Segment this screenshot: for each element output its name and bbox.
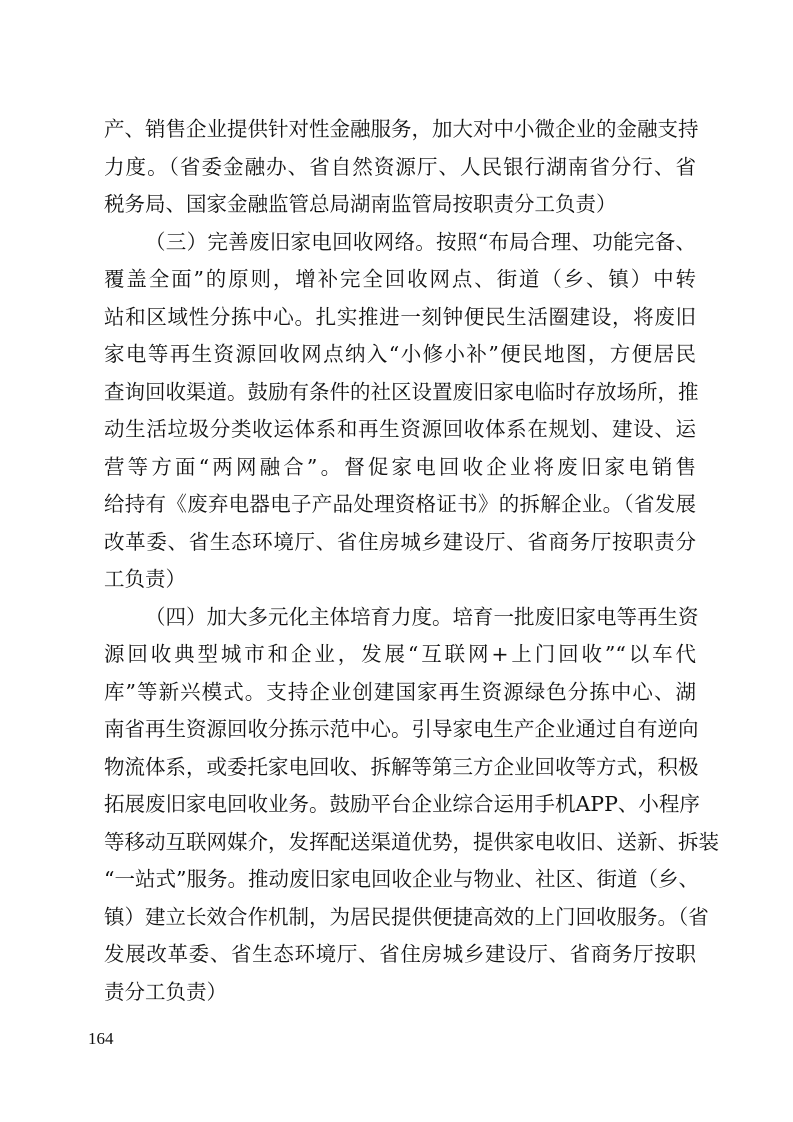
text-line: 镇）建立长效合作机制，为居民提供便捷高效的上门回收服务。（省	[104, 904, 709, 929]
text-line: 站和区域性分拣中心。扎实推进一刻钟便民生活圈建设，将废旧	[104, 304, 696, 329]
text-line: 拓展废旧家电回收业务。鼓励平台企业综合运用手机APP、小程序	[104, 792, 700, 816]
section-heading-line: （三）完善废旧家电回收网络。按照“布局合理、功能完备、	[145, 229, 696, 254]
text-line: 产、销售企业提供针对性金融服务，加大对中小微企业的金融支持	[104, 117, 699, 141]
text-line: 家电等再生资源回收网点纳入“小修小补”便民地图，方便居民	[104, 342, 696, 366]
text-line: 源回收典型城市和企业，发展“互联网+上门回收”“以车代	[104, 642, 696, 666]
text-line: 库”等新兴模式。支持企业创建国家再生资源绿色分拣中心、湖	[104, 679, 696, 704]
section-heading-line: （四）加大多元化主体培育力度。培育一批废旧家电等再生资	[145, 604, 699, 629]
text-line: 南省再生资源回收分拣示范中心。引导家电生产企业通过自有逆向	[104, 717, 699, 741]
text-line: 给持有《废弃电器电子产品处理资格证书》的拆解企业。（省发展	[104, 492, 696, 516]
text-line: 税务局、国家金融监管总局湖南监管局按职责分工负责）	[104, 192, 617, 216]
text-line: 发展改革委、省生态环境厅、省住房城乡建设厅、省商务厅按职	[104, 942, 696, 966]
text-line: 动生活垃圾分类收运体系和再生资源回收体系在规划、建设、运	[104, 417, 696, 441]
text-line: 覆盖全面”的原则，增补完全回收网点、街道（乡、镇）中转	[104, 267, 696, 291]
text-line: 力度。（省委金融办、省自然资源厅、人民银行湖南省分行、省	[104, 154, 696, 179]
text-line: 物流体系，或委托家电回收、拆解等第三方企业回收等方式，积极	[104, 754, 699, 779]
page-number: 164	[88, 1029, 114, 1048]
text-line: 改革委、省生态环境厅、省住房城乡建设厅、省商务厅按职责分	[104, 529, 696, 554]
text-line: 工负责）	[104, 567, 186, 591]
text-line: 查询回收渠道。鼓励有条件的社区设置废旧家电临时存放场所，推	[104, 379, 699, 404]
text-line: 营等方面“两网融合”。督促家电回收企业将废旧家电销售	[104, 454, 696, 479]
document-body	[104, 111, 719, 1011]
text-line: 责分工负责）	[104, 979, 227, 1004]
text-line: “一站式”服务。推动废旧家电回收企业与物业、社区、街道（乡、	[104, 867, 699, 891]
text-line: 等移动互联网媒介，发挥配送渠道优势，提供家电收旧、送新、拆装	[104, 829, 719, 854]
